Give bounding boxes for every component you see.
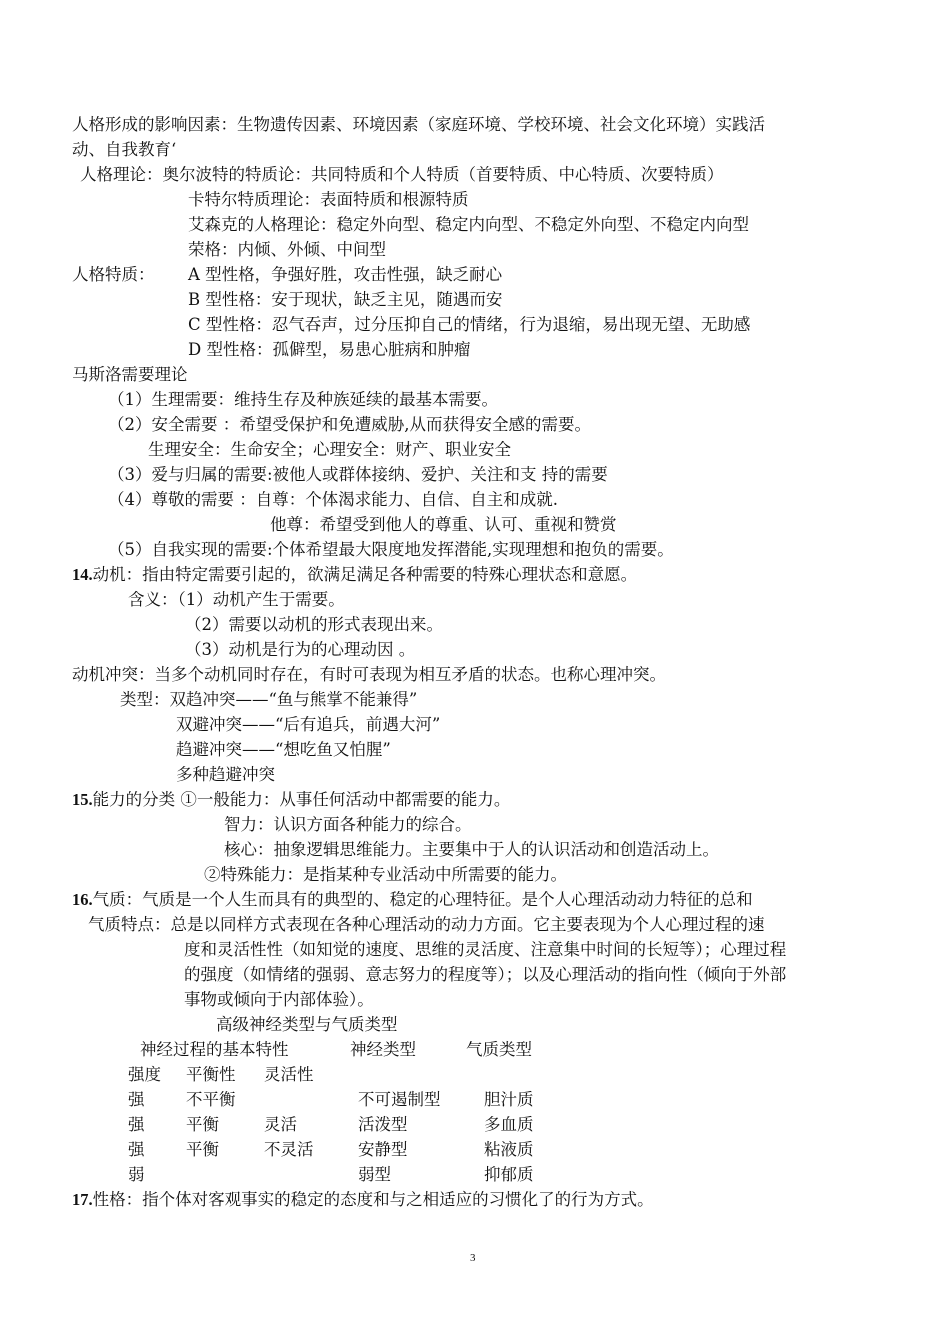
section-text: 性格：指个体对客观事实的稳定的态度和与之相适应的习惯化了的行为方式。 [92, 1190, 654, 1209]
text-line: ②特殊能力：是指某种专业活动中所需要的能力。 [204, 865, 567, 884]
text-line: 他尊：希望受到他人的尊重、认可、重视和赞赏 [270, 515, 617, 534]
table-cell: 粘液质 [484, 1140, 534, 1159]
text-line: 含义：（1）动机产生于需要。 [128, 590, 345, 609]
text-line: （2）需要以动机的形式表现出来。 [185, 615, 443, 634]
table-cell: 胆汁质 [484, 1090, 534, 1109]
table-title: 高级神经类型与气质类型 [216, 1015, 398, 1034]
text-line: 的强度（如情绪的强弱、意志努力的程度等）；以及心理活动的指向性（倾向于外部 [184, 965, 787, 984]
text-line: A 型性格，争强好胜，攻击性强，缺乏耐心 [188, 265, 503, 284]
text-line: （5）自我实现的需要:个体希望最大限度地发挥潜能,实现理想和抱负的需要。 [108, 540, 674, 559]
table-cell: 不可遏制型 [358, 1090, 441, 1109]
text-line: 荣格：内倾、外倾、中间型 [188, 240, 386, 259]
section-number: 16. [72, 890, 93, 909]
table-cell: 多血质 [484, 1115, 534, 1134]
text-line: （1）生理需要：维持生存及种族延续的最基本需要。 [108, 390, 498, 409]
table-cell: 抑郁质 [484, 1165, 534, 1184]
table-cell: 弱型 [358, 1165, 391, 1184]
text-line: （4）尊敬的需要 ：自尊：个体渴求能力、自信、自主和成就. [108, 490, 558, 509]
table-cell: 安静型 [358, 1140, 408, 1159]
text-line: 气质特点：总是以同样方式表现在各种心理活动的动力方面。它主要表现为个人心理过程的速 [88, 915, 765, 934]
text-line: （3）动机是行为的心理动因 。 [185, 640, 416, 659]
text-line: 马斯洛需要理论 [72, 365, 188, 384]
section-line [72, 889, 753, 911]
text-line: （3）爱与归属的需要:被他人或群体接纳、爱护、关注和支 持的需要 [108, 465, 608, 484]
text-line: 艾森克的人格理论：稳定外向型、稳定内向型、不稳定外向型、不稳定内向型 [188, 215, 749, 234]
text-line: 动、自我教育‘ [72, 140, 177, 159]
table-header: 神经过程的基本特性 [140, 1040, 289, 1059]
table-cell: 不灵活 [264, 1140, 314, 1159]
section-line [72, 789, 510, 811]
text-line: （2）安全需要 ：希望受保护和免遭威胁,从而获得安全感的需要。 [108, 415, 591, 434]
section-number: 15. [72, 790, 93, 809]
text-line: C 型性格：忍气吞声，过分压抑自己的情绪，行为退缩，易出现无望、无助感 [188, 315, 751, 334]
section-number: 17. [72, 1190, 93, 1209]
text-line: B 型性格：安于现状，缺乏主见，随遇而安 [188, 290, 503, 309]
text-line: 生理安全：生命安全；心理安全：财产、职业安全 [148, 440, 511, 459]
table-cell: 强 [128, 1090, 145, 1109]
table-header: 气质类型 [466, 1040, 532, 1059]
text-line: 人格特质： [72, 265, 155, 284]
section-text: 动机：指由特定需要引起的，欲满足满足各种需要的特殊心理状态和意愿。 [92, 565, 638, 584]
text-line: 事物或倾向于内部体验）。 [184, 990, 374, 1009]
table-cell: 强 [128, 1115, 145, 1134]
table-cell: 强 [128, 1140, 145, 1159]
table-subheader: 强度 [128, 1065, 161, 1084]
text-line: 双避冲突——“后有追兵，前遇大河” [176, 715, 441, 734]
section-text: 能力的分类 ①一般能力：从事任何活动中都需要的能力。 [92, 790, 511, 809]
text-line: 人格形成的影响因素：生物遗传因素、环境因素（家庭环境、学校环境、社会文化环境）实践活 [72, 115, 765, 134]
text-line: 动机冲突：当多个动机同时存在，有时可表现为相互矛盾的状态。也称心理冲突。 [72, 665, 666, 684]
table-cell: 平衡 [186, 1140, 219, 1159]
table-cell: 平衡 [186, 1115, 219, 1134]
table-cell: 活泼型 [358, 1115, 408, 1134]
text-line: D 型性格：孤僻型，易患心脏病和肿瘤 [188, 340, 471, 359]
section-line [72, 564, 637, 586]
section-line [72, 1189, 654, 1211]
text-line: 度和灵活性性（如知觉的速度、思维的灵活度、注意集中时间的长短等）；心理过程 [184, 940, 787, 959]
table-cell: 弱 [128, 1165, 145, 1184]
text-line: 趋避冲突——“想吃鱼又怕腥” [176, 740, 391, 759]
section-text: 气质：气质是一个人生而具有的典型的、稳定的心理特征。是个人心理活动动力特征的总和 [92, 890, 753, 909]
text-line: 人格理论：奥尔波特的特质论：共同特质和个人特质（首要特质、中心特质、次要特质） [80, 165, 724, 184]
table-subheader: 灵活性 [264, 1065, 314, 1084]
text-line: 类型：双趋冲突——“鱼与熊掌不能兼得” [120, 690, 418, 709]
table-subheader: 平衡性 [186, 1065, 236, 1084]
table-header: 神经类型 [350, 1040, 416, 1059]
text-line: 核心：抽象逻辑思维能力。主要集中于人的认识活动和创造活动上。 [224, 840, 719, 859]
table-cell: 不平衡 [186, 1090, 236, 1109]
text-line: 卡特尔特质理论：表面特质和根源特质 [188, 190, 469, 209]
section-number: 14. [72, 565, 93, 584]
page-number: 3 [470, 1252, 476, 1264]
text-line: 智力：认识方面各种能力的综合。 [224, 815, 472, 834]
text-line: 多种趋避冲突 [176, 765, 275, 784]
table-cell: 灵活 [264, 1115, 297, 1134]
